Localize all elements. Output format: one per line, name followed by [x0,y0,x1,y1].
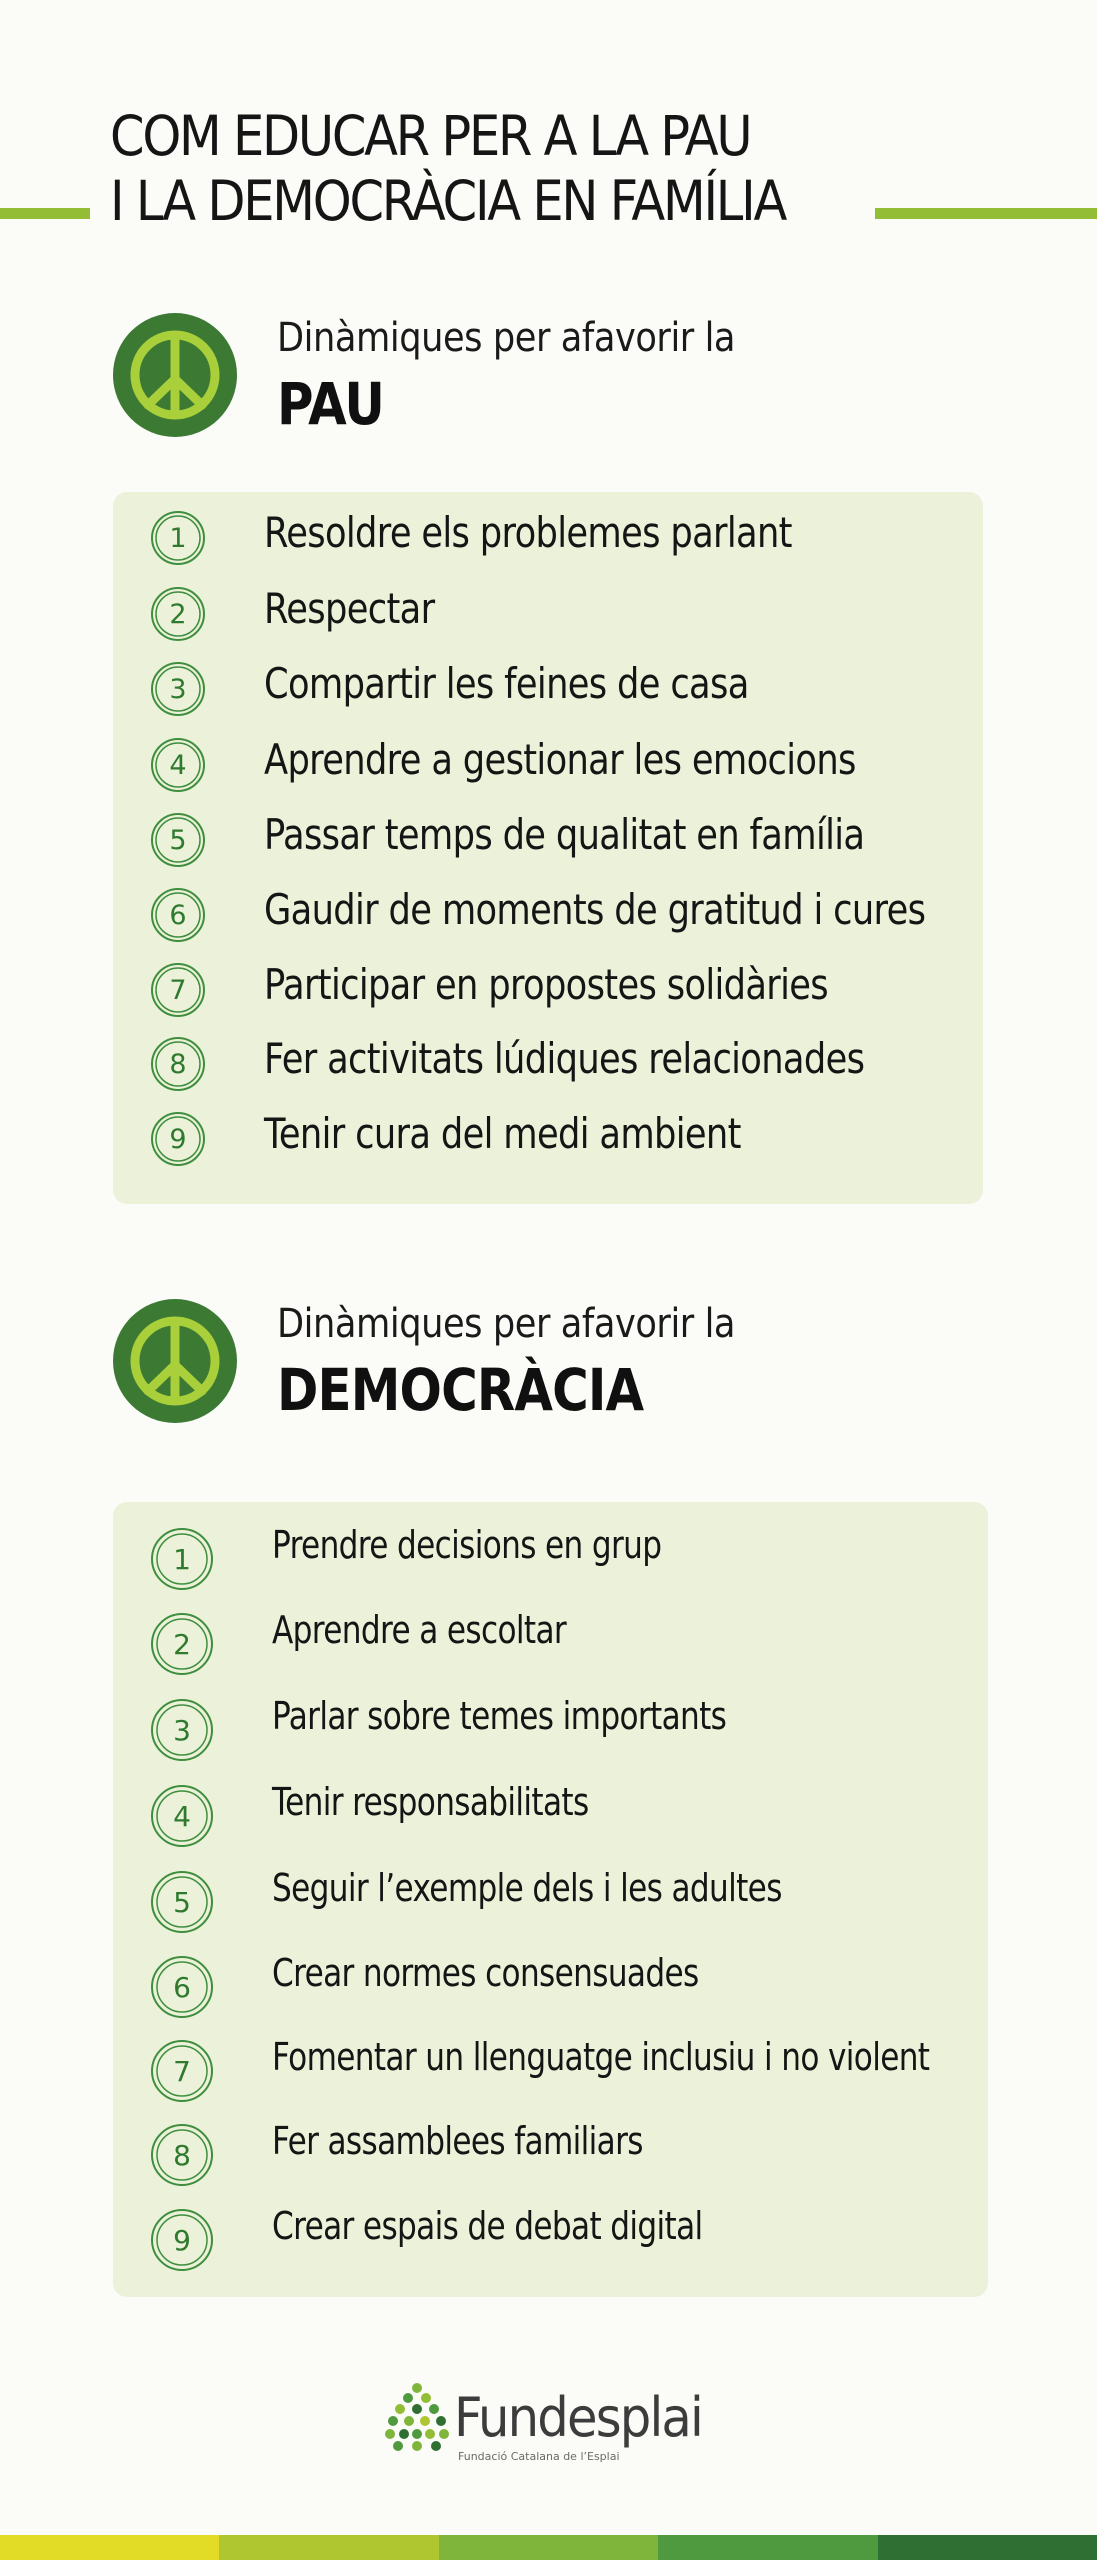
svg-text:9: 9 [173,2224,191,2257]
footer-segment [878,2535,1097,2560]
svg-text:6: 6 [169,900,187,931]
list-item-text: Resoldre els problemes parlant [264,508,792,557]
svg-text:3: 3 [173,1714,191,1747]
logo-name: Fundesplai [454,2386,703,2449]
number-badge [150,1955,214,2019]
list-item-text: Seguir l’exemple dels i les adultes [272,1866,782,1910]
footer-segment [658,2535,877,2560]
tree-logo-icon [384,2380,450,2452]
footer-segment [439,2535,658,2560]
number-badge [150,2123,214,2187]
page-title-line-2: I LA DEMOCRÀCIA EN FAMÍLIA [110,169,786,233]
list-item-text: Aprendre a escoltar [272,1608,567,1652]
list-item-text: Prendre decisions en grup [272,1523,662,1567]
number-badge [150,962,206,1018]
svg-text:8: 8 [173,2139,191,2172]
svg-text:7: 7 [173,2055,191,2088]
list-item-text: Aprendre a gestionar les emocions [264,735,856,784]
democracia-list-panel [113,1502,988,2297]
number-badge [150,661,206,717]
svg-text:2: 2 [169,599,187,630]
number-badge [150,586,206,642]
number-badge [150,1784,214,1848]
number-badge [150,1036,206,1092]
section-democracia-intro: Dinàmiques per afavorir la [277,1301,736,1347]
svg-text:2: 2 [173,1628,191,1661]
footer-color-bar [0,2535,1097,2560]
title-rule-right [875,208,1097,219]
section-pau-heading: PAU [277,370,384,438]
section-democracia-heading: DEMOCRÀCIA [277,1356,644,1424]
number-badge [150,887,206,943]
svg-text:9: 9 [169,1124,187,1155]
number-badge [150,1698,214,1762]
fundesplai-logo [384,2380,714,2463]
list-item-text: Parlar sobre temes importants [272,1694,727,1738]
peace-icon [113,313,237,437]
pau-list-panel [113,492,983,1204]
list-item-text: Respectar [264,584,435,633]
number-badge [150,737,206,793]
footer-segment [219,2535,438,2560]
list-item-text: Tenir cura del medi ambient [264,1109,741,1158]
page-title-line-1: COM EDUCAR PER A LA PAU [110,104,751,168]
number-badge [150,1870,214,1934]
svg-text:3: 3 [169,674,187,705]
svg-text:1: 1 [169,523,187,554]
svg-text:8: 8 [169,1049,187,1080]
svg-text:7: 7 [169,975,187,1006]
number-badge [150,1527,214,1591]
number-badge [150,510,206,566]
svg-text:6: 6 [173,1971,191,2004]
number-badge [150,812,206,868]
list-item-text: Crear normes consensuades [272,1951,699,1995]
svg-text:4: 4 [173,1800,191,1833]
number-badge [150,1111,206,1167]
svg-text:4: 4 [169,750,187,781]
list-item-text: Tenir responsabilitats [272,1780,589,1824]
page-title [110,104,785,234]
section-pau-intro: Dinàmiques per afavorir la [277,315,736,361]
number-badge [150,2039,214,2103]
svg-text:5: 5 [169,825,187,856]
list-item-text: Fer activitats lúdiques relacionades [264,1034,865,1083]
logo-tagline: Fundació Catalana de l’Esplai [458,2450,620,2463]
list-item-text: Compartir les feines de casa [264,659,749,708]
list-item-text: Fer assamblees familiars [272,2119,643,2163]
svg-text:5: 5 [173,1886,191,1919]
footer-segment [0,2535,219,2560]
svg-text:1: 1 [173,1543,191,1576]
list-item-text: Gaudir de moments de gratitud i cures [264,885,926,934]
list-item-text: Passar temps de qualitat en família [264,810,865,859]
number-badge [150,2208,214,2272]
title-rule-left [0,208,90,219]
peace-icon [113,1299,237,1423]
list-item-text: Fomentar un llenguatge inclusiu i no violent [272,2035,930,2079]
number-badge [150,1612,214,1676]
list-item-text: Crear espais de debat digital [272,2204,703,2248]
list-item-text: Participar en propostes solidàries [264,960,828,1009]
